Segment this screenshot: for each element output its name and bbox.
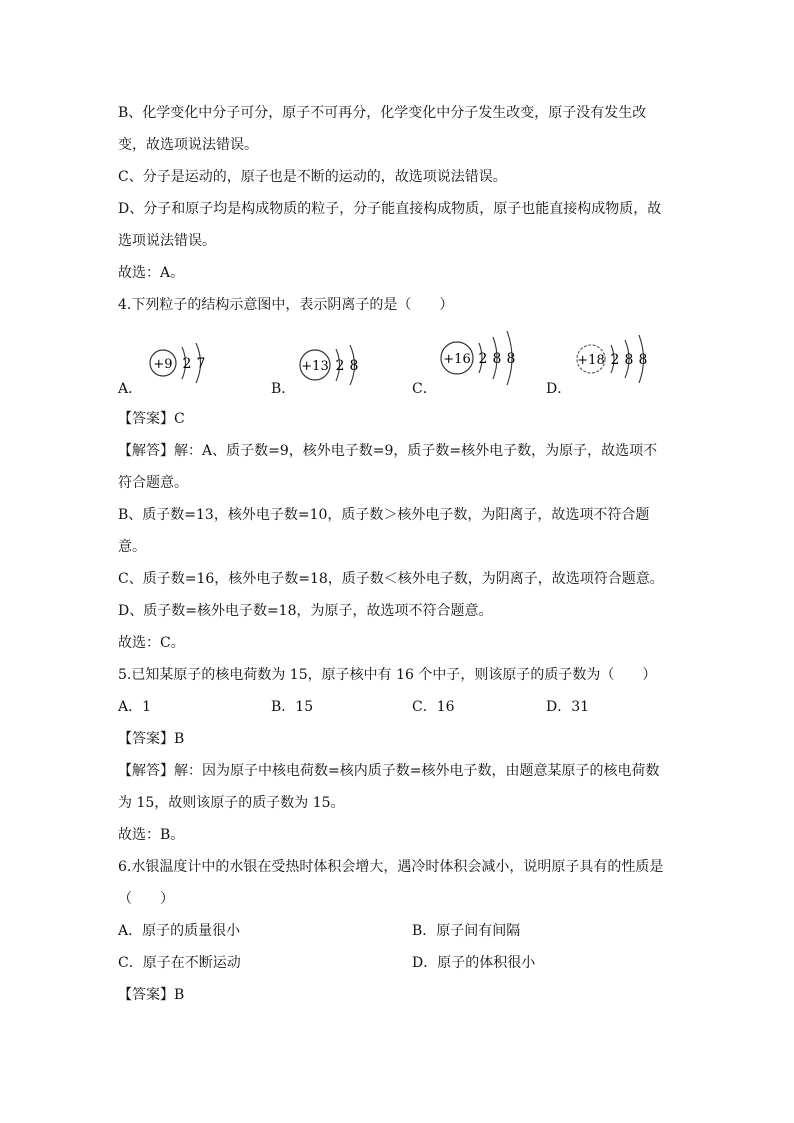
final-answer: 故选：C。: [118, 635, 185, 651]
option-d-label: D．: [546, 381, 572, 397]
text-line: D、分子和原子均是构成物质的粒子，分子能直接构成物质，原子也能直接构成物质，故: [118, 201, 662, 217]
shell-electron-count: 2: [478, 351, 488, 367]
explanation-line: 为 15，故则该原子的质子数为 15。: [118, 795, 345, 811]
option-a: A．1: [118, 699, 152, 715]
question-6-stem-cont: （ ）: [118, 891, 174, 907]
explanation-line: 【解答】解：因为原子中核电荷数=核内质子数=核外电子数，由题意某原子的核电荷数: [118, 763, 660, 779]
shell-electron-count: 8: [624, 352, 634, 368]
text-line: 故选：A。: [118, 265, 185, 281]
shell-electron-count: 8: [506, 351, 516, 367]
question-6-stem: 6.水银温度计中的水银在受热时体积会增大，遇冷时体积会减小，说明原子具有的性质是: [118, 859, 664, 875]
question-5-stem: 5.已知某原子的核电荷数为 15，原子核中有 16 个中子，则该原子的质子数为（ ）: [118, 667, 657, 683]
option-b: B．15: [271, 699, 314, 715]
text-line: 变，故选项说法错误。: [118, 137, 258, 153]
answer-label: 【答案】C: [118, 411, 185, 427]
atom-diagram-b: [296, 339, 376, 395]
explanation-line: D、质子数=核外电子数=18，为原子，故选项不符合题意。: [118, 603, 493, 619]
answer-label: 【答案】B: [118, 987, 185, 1003]
shell-electron-count: 8: [638, 352, 648, 368]
option-a: A．原子的质量很小: [118, 923, 241, 939]
nucleus-label: +9: [153, 357, 173, 372]
explanation-line: 符合题意。: [118, 475, 188, 491]
text-line: B、化学变化中分子可分，原子不可再分，化学变化中分子发生改变，原子没有发生改: [118, 105, 647, 121]
explanation-line: C、质子数=16，核外电子数=18，质子数＜核外电子数，为阴离子，故选项符合题意。: [118, 571, 664, 587]
text-line: C、分子是运动的，原子也是不断的运动的，故选项说法错误。: [118, 169, 507, 185]
explanation-line: 【解答】解：A、质子数=9，核外电子数=9，质子数=核外电子数，为原子，故选项不: [118, 443, 658, 459]
option-d: D．31: [546, 699, 590, 715]
atom-diagram-c: [438, 328, 524, 394]
shell-electron-count: 8: [349, 358, 359, 374]
option-a-label: A．: [118, 381, 143, 397]
atom-diagram-a: [144, 335, 224, 395]
explanation-line: B、质子数=13，核外电子数=10，质子数＞核外电子数，为阳离子，故选项不符合题: [118, 507, 650, 523]
shell-electron-count: 2: [182, 356, 192, 372]
question-4-stem: 4.下列粒子的结构示意图中，表示阴离子的是（ ）: [118, 297, 454, 313]
nucleus-label: +13: [301, 359, 329, 374]
option-c: C．原子在不断运动: [118, 955, 241, 971]
option-b-label: B．: [271, 381, 296, 397]
answer-label: 【答案】B: [118, 731, 185, 747]
shell-electron-count: 2: [610, 352, 620, 368]
atom-diagram-d: [572, 332, 658, 392]
explanation-line: 意。: [118, 539, 146, 555]
option-c: C．16: [412, 699, 455, 715]
shell-electron-count: 2: [335, 358, 345, 374]
text-line: 选项说法错误。: [118, 233, 216, 249]
option-c-label: C．: [412, 381, 437, 397]
shell-electron-count: 7: [196, 356, 206, 372]
nucleus-label: +18: [577, 353, 605, 368]
nucleus-label: +16: [443, 352, 471, 367]
shell-electron-count: 8: [492, 351, 502, 367]
option-d: D．原子的体积很小: [412, 955, 536, 971]
final-answer: 故选：B。: [118, 827, 185, 843]
option-b: B．原子间有间隔: [412, 923, 521, 939]
